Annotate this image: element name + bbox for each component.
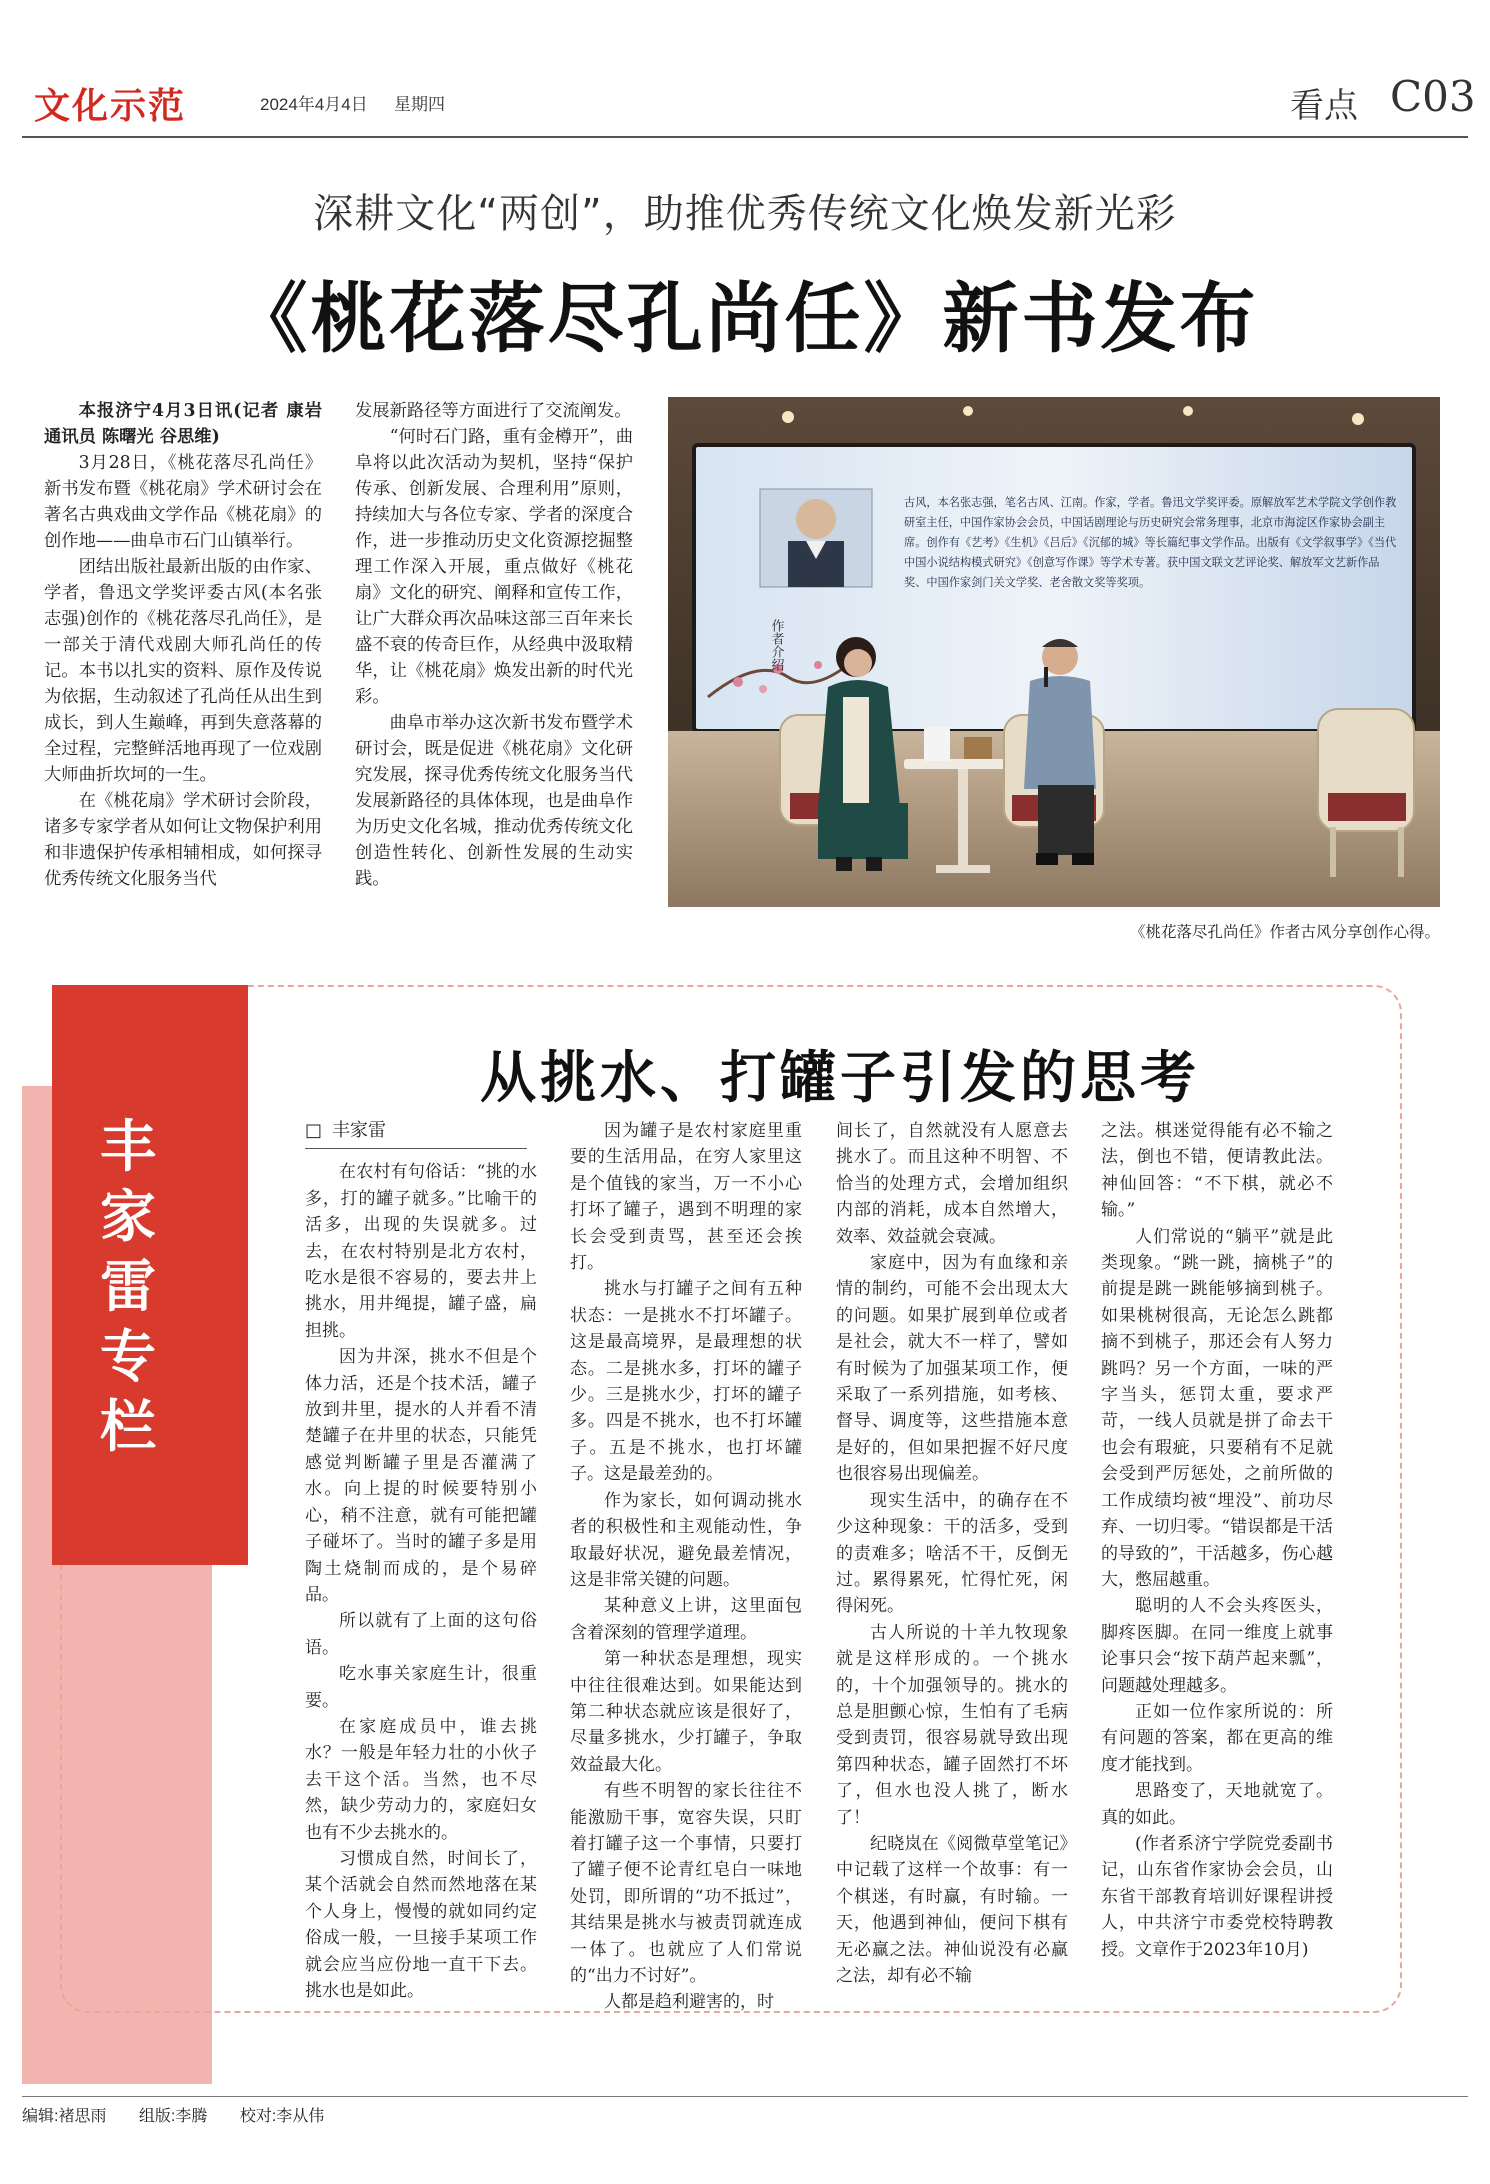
column-name-char: 雷 <box>100 1254 156 1320</box>
lead-column-2 <box>355 398 633 892</box>
publication-date: 2024年4月4日 <box>260 95 368 114</box>
editor-credit: 编辑:褚思雨 <box>22 2108 107 2125</box>
page-number: C03 <box>1390 72 1476 121</box>
feature-paragraph: 第一种状态是理想，现实中往往很难达到。如果能达到第二种状态就应该是很好了，尽量多挑水，少打罐子，争取效益最大化。 <box>570 1649 802 1775</box>
author-divider <box>305 1148 527 1149</box>
feature-paragraph: 人们常说的“躺平”就是此类现象。“跳一跳，摘桃子”的前提是跳一跳能够摘到桃子。如果桃树很高，无论怎么跳都摘不到桃子，那还会有人努力跳吗？另一个方面，一味的严字当头，惩罚太重，要求严苛，一线人员就是拼了命去干也会有瑕疵，只要稍有不足就会受到严厉惩处，之前所做的工作成绩均被“埋没”、前功尽弃、一切归零。“错误都是干活的导致的”，干活越多，伤心越大，憋屈越重。 <box>1101 1226 1333 1590</box>
layout-credit: 组版:李腾 <box>138 2108 208 2125</box>
screen-text: 古风，本名张志强，笔名古风、江南。作家，学者。鲁迅文学奖评委。原解放军艺术学院文学创作教研室主任，中国作家协会会员，中国话剧理论与历史研究会常务理事，北京市海淀区作家协会副主席。创作有《艺考》《生机》《吕后》《沉郁的城》等长篇纪事文学作品。出版有《文学叙事学》《当代中国小说结构模式研究》《创意写作课》等学术专著。获中国文联文艺评论奖、解放军文艺新作品奖、中国作家剑门关文学奖、老舍散文奖等奖项。 <box>904 496 1397 589</box>
column-name-char: 家 <box>100 1184 156 1250</box>
feature-paragraph: 在家庭成员中，谁去挑水？一般是年轻力壮的小伙子去干这个活。当然，也不尽然，缺少劳动力的，家庭妇女也有不少去挑水的。 <box>305 1716 537 1843</box>
feature-paragraph: 家庭中，因为有血缘和亲情的制约，可能不会出现太大的问题。如果扩展到单位或者是社会，就大不一样了，譬如有时候为了加强某项工作，便采取了一系列措施，如考核、督导、调度等，这些措施本意是好的，但如果把握不好尺度也很容易出现偏差。 <box>836 1253 1068 1485</box>
feature-paragraph: 习惯成自然，时间长了，某个活就会自然而然地落在某个人身上，慢慢的就如同约定俗成一般，一旦接手某项工作就会应当应份地一直干下去。挑水也是如此。 <box>305 1848 537 2001</box>
feature-paragraph: 之法。棋迷觉得能有必不输之法，倒也不错，便请教此法。神仙回答：“不下棋，就必不输。” <box>1101 1121 1333 1221</box>
feature-paragraph: 吃水事关家庭生计，很重要。 <box>305 1664 537 1711</box>
lead-paragraph: 在《桃花扇》学术研讨会阶段，诸多专家学者从如何让文物保护利用和非遗保护传承相辅相成，如何探寻优秀传统文化服务当代 <box>44 791 322 889</box>
lead-paragraph: “何时石门路，重有金樽开”，曲阜将以此次活动为契机，坚持“保护传承、创新发展、合理利用”原则，持续加大与各位专家、学者的深度合作，进一步推动历史文化资源挖掘整理工作深入开展，重点做好《桃花扇》文化的研究、阐释和宣传工作，让广大群众再次品味这部三百年来长盛不衰的传奇巨作，从经典中汲取精华，让《桃花扇》焕发出新的时代光彩。 <box>355 427 633 707</box>
lead-paragraph: 团结出版社最新出版的由作家、学者，鲁迅文学奖评委古风(本名张志强)创作的《桃花落尽孔尚任》，是一部关于清代戏剧大师孔尚任的传记。本书以扎实的资料、原作及传说为依据，生动叙述了孔尚任从出生到成长，到人生巅峰，再到失意落幕的全过程，完整鲜活地再现了一位戏剧大师曲折坎坷的一生。 <box>44 557 322 785</box>
feature-paragraph: 间长了，自然就没有人愿意去挑水了。而且这种不明智、不恰当的处理方式，会增加组织内部的消耗，成本自然增大，效率、效益就会衰减。 <box>836 1121 1068 1247</box>
masthead <box>22 70 1476 138</box>
photo-caption: 《桃花落尽孔尚任》作者古风分享创作心得。 <box>1129 924 1440 941</box>
lead-kicker: 深耕文化“两创”，助推优秀传统文化焕发新光彩 <box>313 191 1177 237</box>
author-line <box>305 1118 537 1144</box>
feature-column-2 <box>570 1118 802 2016</box>
feature-paragraph: 挑水与打罐子之间有五种状态：一是挑水不打坏罐子。这是最高境界，是最理想的状态。二是挑水多，打坏的罐子少。三是挑水少，打坏的罐子多。四是不挑水，也不打坏罐子。五是不挑水，也打坏罐子。这是最差劲的。 <box>570 1279 802 1485</box>
feature-column-4 <box>1101 1118 1333 1963</box>
proofreader-credit: 校对:李从伟 <box>239 2108 325 2125</box>
feature-paragraph: 现实生活中，的确存在不少这种现象：干的活多，受到的责难多；啥活不干，反倒无过。累得累死，忙得忙死，闲得闲死。 <box>836 1490 1068 1617</box>
screen-label: 作者介绍 <box>768 619 784 671</box>
feature-paragraph: 因为罐子是农村家庭里重要的生活用品，在穷人家里这是个值钱的家当，万一不小心打坏了罐子，遇到不明理的家长会受到责骂，甚至还会挨打。 <box>570 1121 802 1274</box>
lead-paragraph: 曲阜市举办这次新书发布暨学术研讨会，既是促进《桃花扇》文化研究发展，探寻优秀传统文化服务当代发展新路径的具体体现，也是曲阜作为历史文化名城，推动优秀传统文化创造性转化、创新性发展的生动实践。 <box>355 713 633 889</box>
feature-paragraph: 所以就有了上面的这句俗语。 <box>305 1611 537 1658</box>
feature-paragraph: 某种意义上讲，这里面包含着深刻的管理学道理。 <box>570 1596 802 1643</box>
lead-paragraph: 发展新路径等方面进行了交流阐发。 <box>355 401 632 421</box>
feature-paragraph: 正如一位作家所说的：所有问题的答案，都在更高的维度才能找到。 <box>1101 1701 1333 1775</box>
event-photo <box>668 397 1440 907</box>
event-photo-illustration <box>668 397 1440 907</box>
lead-headline: 《桃花落尽孔尚任》新书发布 <box>231 274 1259 363</box>
author-box-icon: □ <box>305 1120 323 1141</box>
feature-paragraph: 聪明的人不会头疼医头，脚疼医脚。在同一维度上就事论事只会“按下葫芦起来瓢”，问题越处理越多。 <box>1101 1596 1333 1696</box>
column-name-char: 丰 <box>100 1114 156 1180</box>
feature-paragraph: 纪晓岚在《阅微草堂笔记》中记载了这样一个故事：有一个棋迷，有时赢，有时输。一天，他遇到神仙，便问下棋有无必赢之法。神仙说没有必赢之法，却有必不输 <box>836 1833 1068 1986</box>
column-name <box>88 1112 168 1462</box>
feature-paragraph: 在农村有句俗话：“挑的水多，打的罐子就多。”比喻干的活多，出现的失误就多。过去，在农村特别是北方农村，吃水是很不容易的，要去井上挑水，用井绳提，罐子盛，扁担挑。 <box>305 1162 537 1341</box>
lead-paragraph: 3月28日，《桃花落尽孔尚任》新书发布暨《桃花扇》学术研讨会在著名古典戏曲文学作品《桃花扇》的创作地——曲阜市石门山镇举行。 <box>44 453 322 551</box>
feature-paragraph: 因为井深，挑水不但是个体力活，还是个技术活，罐子放到井里，提水的人并看不清楚罐子在井里的状态，只能凭感觉判断罐子里是否灌满了水。向上提的时候要特别小心，稍不注意，就有可能把罐子碰坏了。当时的罐子多是用陶土烧制而成的，是个易碎品。 <box>305 1347 537 1605</box>
column-name-char: 栏 <box>100 1394 156 1460</box>
author-name: 丰家雷 <box>332 1120 387 1141</box>
feature-paragraph: 作为家长，如何调动挑水者的积极性和主观能动性，争取最好状况，避免最差情况，这是非常关键的问题。 <box>570 1490 802 1590</box>
page-footer <box>22 2096 1468 2126</box>
feature-paragraph: 人都是趋利避害的，时 <box>604 1992 774 2013</box>
feature-paragraph: 有些不明智的家长往往不能激励干事，宽容失误，只盯着打罐子这一个事情，只要打了罐子便不论青红皂白一味地处罚，即所谓的“功不抵过”，其结果是挑水与被责罚就连成一体了。也就应了人们常说的“出力不讨好”。 <box>570 1781 802 1986</box>
feature-paragraph: 思路变了，天地就宽了。真的如此。 <box>1101 1781 1333 1828</box>
column-name-char: 专 <box>100 1324 156 1390</box>
feature-paragraph: 古人所说的十羊九牧现象就是这样形成的。一个挑水的，十个加强领导的。挑水的总是胆颤心惊，生怕有了毛病受到责罚，很容易就导致出现第四种状态，罐子固然打不坏了，但水也没人挑了，断水了！ <box>836 1622 1068 1828</box>
feature-column-1 <box>305 1118 537 2004</box>
brand-logo: 文化示范 <box>34 85 187 127</box>
section-name: 看点 <box>1290 86 1358 126</box>
lead-column-1 <box>44 398 322 892</box>
feature-title: 从挑水、打罐子引发的思考 <box>480 1045 1200 1111</box>
publication-weekday: 星期四 <box>394 95 445 114</box>
feature-column-3 <box>836 1118 1068 1989</box>
author-bio: (作者系济宁学院党委副书记，山东省作家协会会员，山东省干部教育培训好课程讲授人，中共济宁市委党校特聘教授。文章作于2023年10月) <box>1101 1833 1333 1960</box>
lead-byline: 本报济宁4月3日讯(记者 康岩 通讯员 陈曙光 谷思维) <box>44 401 322 447</box>
